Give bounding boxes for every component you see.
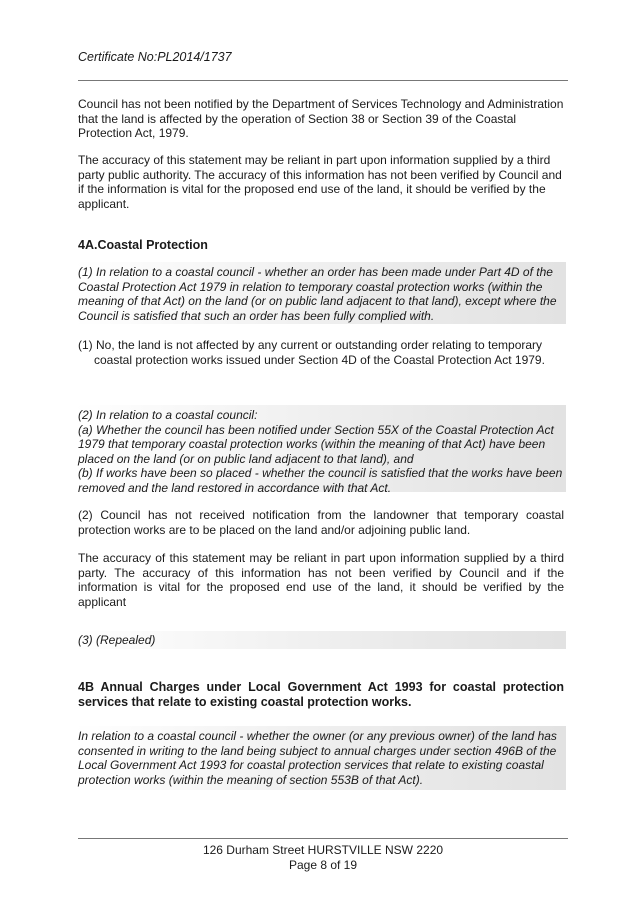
footer-rule	[78, 838, 568, 839]
question-2-part-b: (b) If works have been so placed - whether the council is satisfied that the works have been removed and the land restored in accordance with that Act.	[78, 466, 563, 495]
intro-paragraph-2: The accuracy of this statement may be reliant in part upon information supplied by a third party public authority. The accuracy of this information has not been verified by Council and if the information is vital for the proposed end use of the land, it should be verified by the applicant.	[78, 153, 562, 211]
section-4a-heading: 4A.Coastal Protection	[78, 238, 208, 252]
footer-address: 126 Durham Street HURSTVILLE NSW 2220	[202, 843, 444, 857]
question-2-part-a: (a) Whether the council has been notified under Section 55X of the Coastal Protection Act 1979 that temporary coastal protection works (within the meaning of that Act) have been placed on the land (or on public land adjacent to that land), and	[78, 422, 554, 466]
answer-2-note: The accuracy of this statement may be reliant in part upon information supplied by a third party. The accuracy of this information has not been verified by Council and if the information is vital for the proposed end use of the land, it should be verified by the applicant	[78, 551, 564, 609]
section-4b-heading: 4B Annual Charges under Local Government Act 1993 for coastal protection services that relate to existing coastal protection works.	[78, 680, 564, 709]
certificate-number: Certificate No:PL2014/1737	[78, 50, 232, 64]
question-2	[78, 408, 564, 496]
footer-page-number: Page 8 of 19	[288, 858, 358, 872]
intro-paragraph-1: Council has not been notified by the Department of Services Technology and Administration that the land is affected by the operation of Section 38 or Section 39 of the Coastal Protection Act, 1979.	[78, 97, 564, 141]
question-3: (3) (Repealed)	[78, 633, 156, 647]
question-4b: In relation to a coastal council - whether the owner (or any previous owner) of the land has consented in writing to the land being subject to annual charges under section 496B of the Local Government Act 1993 for coastal protection services that relate to existing coastal protection works (within the meaning of section 553B of that Act).	[78, 729, 557, 787]
question-1: (1) In relation to a coastal council - whether an order has been made under Part 4D of the Coastal Protection Act 1979 in relation to temporary coastal protection works (within the meaning of that Act) on the land (or on public land adjacent to that land), except where the Council is satisfied that such an order has been fully complied with.	[78, 265, 557, 323]
answer-1: (1) No, the land is not affected by any current or outstanding order relating to temporary coastal protection works issued under Section 4D of the Coastal Protection Act 1979.	[78, 338, 545, 367]
question-2-intro: (2) In relation to a coastal council:	[78, 408, 258, 422]
answer-2: (2) Council has not received notification from the landowner that temporary coastal protection works are to be placed on the land and/or adjoining public land.	[78, 508, 564, 537]
header-rule	[78, 80, 568, 81]
